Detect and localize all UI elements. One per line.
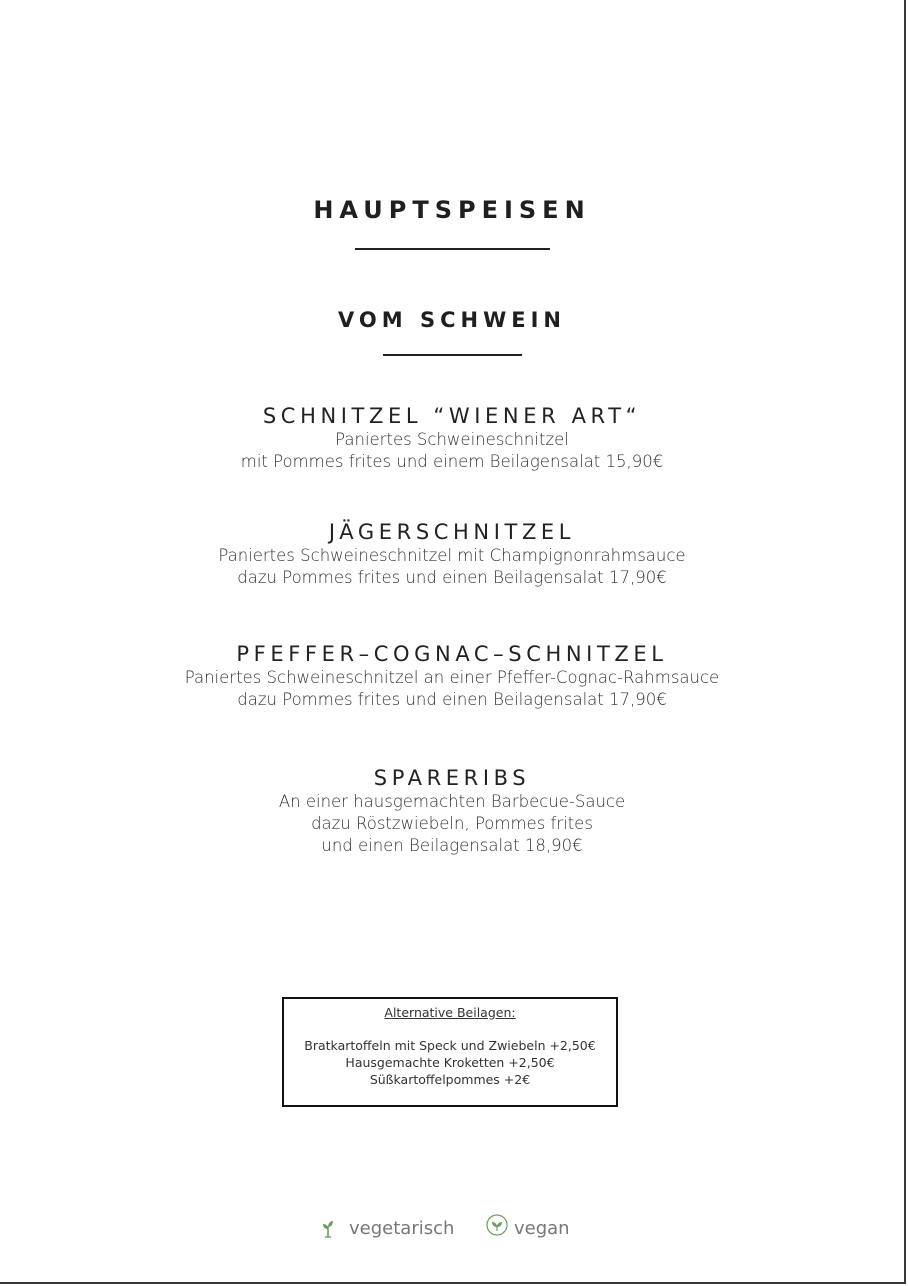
legend-vegan-label: vegan xyxy=(514,1218,570,1239)
vegan-leaf-icon xyxy=(486,1214,508,1236)
alternative-side-item: Hausgemachte Kroketten +2,50€ xyxy=(345,1055,555,1070)
page-heading: HAUPTSPEISEN xyxy=(313,196,591,224)
section-heading: VOM SCHWEIN xyxy=(338,308,566,332)
dish-description-line: und einen Beilagensalat 18,90€ xyxy=(321,836,583,855)
section-divider xyxy=(383,354,522,356)
dish-item xyxy=(0,765,904,857)
dish-description-line: dazu Röstzwiebeln, Pommes frites xyxy=(311,814,593,833)
dish-description-line: Paniertes Schweineschnitzel mit Champignonrahmsauce xyxy=(218,546,686,565)
alternative-sides-title: Alternative Beilagen: xyxy=(384,1005,516,1020)
dish-description-line: mit Pommes frites und einem Beilagensalat 15,90€ xyxy=(240,452,664,471)
alternative-side-item: Bratkartoffeln mit Speck und Zwiebeln +2,50€ xyxy=(304,1038,596,1053)
dish-description-line: Paniertes Schweineschnitzel xyxy=(335,430,569,449)
dish-title: PFEFFER–COGNAC–SCHNITZEL xyxy=(236,642,668,666)
dish-title: SPARERIBS xyxy=(373,766,531,790)
dish-description-line: Paniertes Schweineschnitzel an einer Pfeffer-Cognac-Rahmsauce xyxy=(184,668,720,687)
heading-divider xyxy=(355,248,550,250)
sprout-icon xyxy=(320,1218,336,1238)
dish-item xyxy=(0,641,904,711)
dish-title: SCHNITZEL “WIENER ART“ xyxy=(262,404,642,428)
diet-legend xyxy=(0,1212,904,1246)
alternative-side-item: Süßkartoffelpommes +2€ xyxy=(369,1072,531,1087)
alternative-sides-box xyxy=(282,997,618,1107)
legend-vegetarian-label: vegetarisch xyxy=(349,1218,455,1239)
dish-item xyxy=(0,519,904,589)
dish-title: JÄGERSCHNITZEL xyxy=(328,520,576,544)
dish-description-line: An einer hausgemachten Barbecue-Sauce xyxy=(278,792,626,811)
dish-description-line: dazu Pommes frites und einen Beilagensalat 17,90€ xyxy=(237,568,667,587)
dish-item xyxy=(0,403,904,473)
dish-description-line: dazu Pommes frites und einen Beilagensalat 17,90€ xyxy=(237,690,667,709)
